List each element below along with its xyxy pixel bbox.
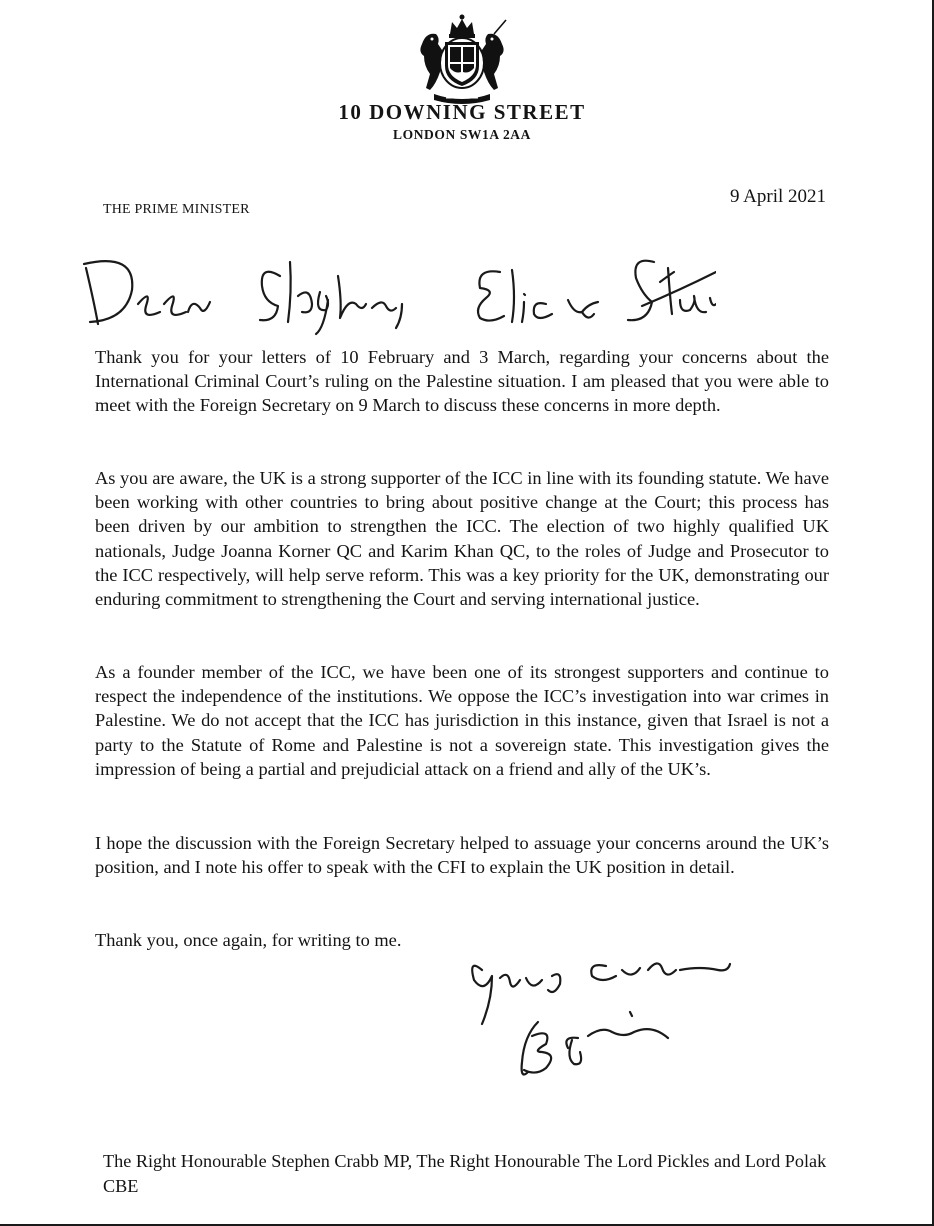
recipient-block: The Right Honourable Stephen Crabb MP, The Right Honourable The Lord Pickles and Lord Polak CBE [103, 1151, 827, 1196]
handwritten-salutation [76, 242, 716, 338]
body-paragraph: As a founder member of the ICC, we have been one of its strongest supporters and continue to respect the independence of the institutions. We oppose the ICC’s investigation into war crimes in Palestine. We do not accept that the ICC has jurisdiction in this instance, given that Israel is not a party to the Statute of Rome and Palestine is not a sovereign state. This investigation gives the impression of being a partial and prejudicial attack on a friend and ally of the UK’s. [95, 662, 829, 779]
body-paragraph: As you are aware, the UK is a strong supporter of the ICC in line with its founding statute. We have been working with other countries to bring about positive change at the Court; this process has been driven by our ambition to strengthen the ICC. The election of two highly qualified UK nationals, Judge Joanna Korner QC and Karim Khan QC, to the roles of Judge and Prosecutor to the ICC respectively, will help serve reform. This was a key priority for the UK, demonstrating our enduring commitment to strengthening the Court and serving international justice. [95, 468, 829, 610]
body-paragraph: I hope the discussion with the Foreign Secretary helped to assuage your concerns around the UK’s position, and I note his offer to speak with the CFI to explain the UK position in detail. [95, 833, 829, 878]
letterhead-address-line-1: 10 DOWNING STREET [338, 100, 586, 124]
body-paragraph: Thank you for your letters of 10 February and 3 March, regarding your concerns about the International Criminal Court’s ruling on the Palestine situation. I am pleased that you were able to meet with the Foreign Secretary on 9 March to discuss these concerns in more depth. [95, 347, 829, 416]
handwritten-signature [462, 940, 752, 1090]
letter-date: 9 April 2021 [729, 186, 826, 207]
sender-office: THE PRIME MINISTER [103, 202, 250, 217]
closing-line: Thank you, once again, for writing to me. [95, 930, 402, 950]
royal-coat-of-arms-icon [412, 14, 512, 106]
letterhead-address-line-2: LONDON SW1A 2AA [392, 127, 531, 142]
